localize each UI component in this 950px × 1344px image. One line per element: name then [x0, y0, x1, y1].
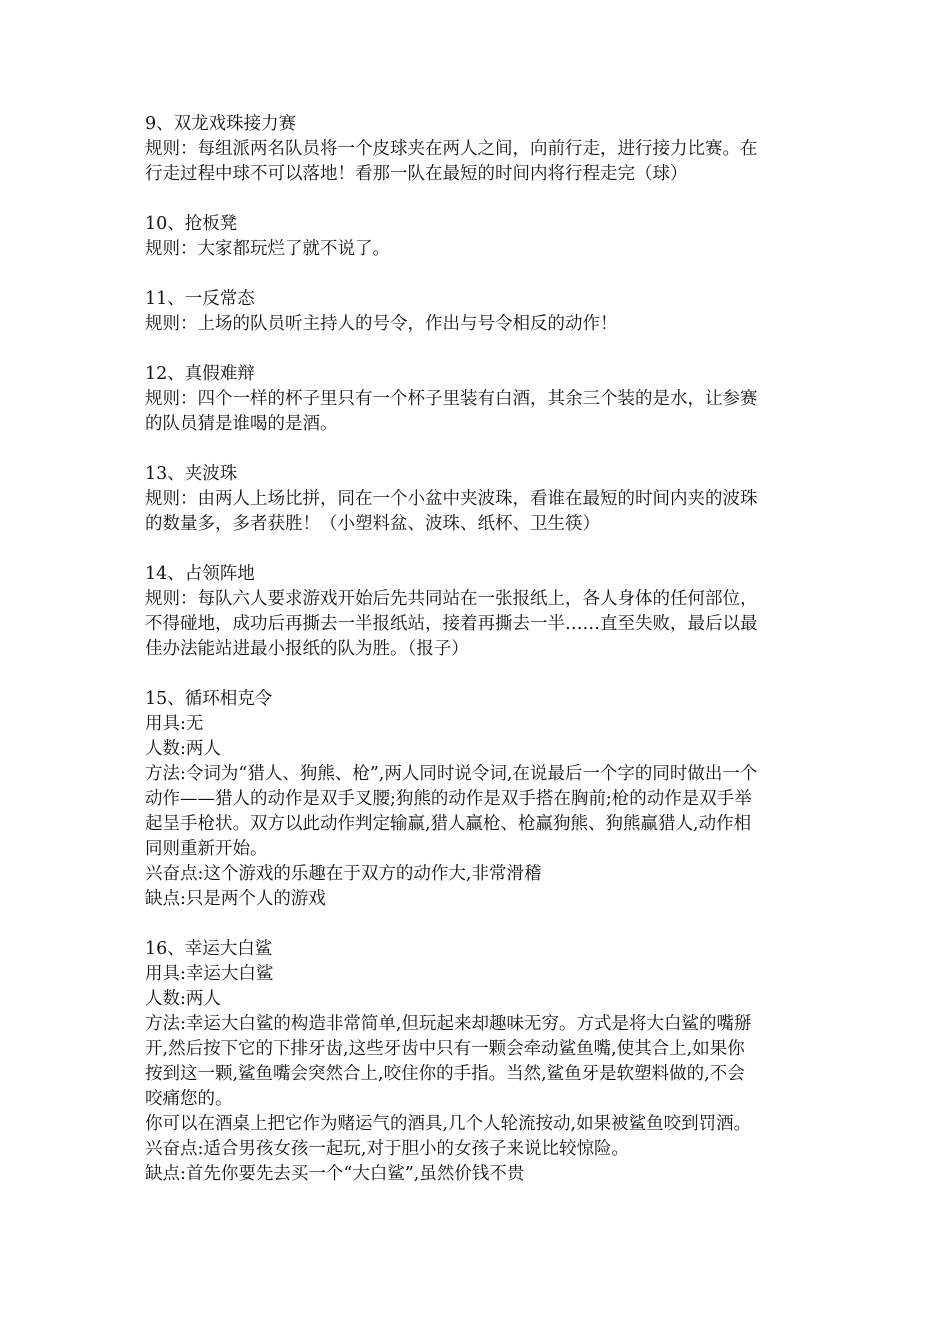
text-line: 佳办法能站进最小报纸的队为胜。（报子） [145, 639, 469, 659]
section-9 [145, 112, 815, 187]
text-line: 方法:幸运大白鲨的构造非常简单,但玩起来却趣味无穷。方式是将大白鲨的嘴掰 [145, 1014, 752, 1034]
text-line: 规则：每组派两名队员将一个皮球夹在两人之间，向前行走，进行接力比赛。在 [145, 139, 758, 159]
section-16 [145, 937, 815, 1187]
text-line: 用具:无 [145, 714, 204, 734]
section-13 [145, 462, 815, 537]
text-line: 行走过程中球不可以落地！看那一队在最短的时间内将行程走完（球） [145, 164, 688, 184]
text-line: 人数:两人 [145, 739, 221, 759]
text-line: 兴奋点:这个游戏的乐趣在于双方的动作大,非常滑稽 [145, 864, 542, 884]
section-10 [145, 212, 815, 262]
text-line: 方法:令词为“猎人、狗熊、枪”,两人同时说令词,在说最后一个字的同时做出一个 [145, 764, 758, 784]
text-line: 规则：四个一样的杯子里只有一个杯子里装有白酒，其余三个装的是水，让参赛 [145, 389, 758, 409]
text-line: 人数:两人 [145, 989, 221, 1009]
text-line: 规则：大家都玩烂了就不说了。 [145, 239, 390, 259]
text-line: 缺点:首先你要先去买一个“大白鲨”,虽然价钱不贵 [145, 1164, 525, 1184]
text-line: 你可以在酒桌上把它作为赌运气的酒具,几个人轮流按动,如果被鲨鱼咬到罚酒。 [145, 1114, 752, 1134]
section-heading: 9、双龙戏珠接力赛 [145, 114, 297, 134]
section-15 [145, 687, 815, 912]
text-line: 规则：由两人上场比拼，同在一个小盆中夹波珠，看谁在最短的时间内夹的波珠 [145, 489, 758, 509]
section-heading: 16、幸运大白鲨 [145, 939, 273, 959]
text-line: 规则：每队六人要求游戏开始后先共同站在一张报纸上，各人身体的任何部位， [145, 589, 758, 609]
text-line: 的队员猜是谁喝的是酒。 [145, 414, 338, 434]
section-12 [145, 362, 815, 437]
section-heading: 14、占领阵地 [145, 564, 255, 584]
section-heading: 12、真假难辩 [145, 364, 255, 384]
section-heading: 11、一反常态 [145, 289, 255, 309]
section-heading: 15、循环相克令 [145, 689, 273, 709]
text-line: 咬痛您的。 [145, 1089, 233, 1109]
text-line: 按到这一颗,鲨鱼嘴会突然合上,咬住你的手指。当然,鲨鱼牙是软塑料做的,不会 [145, 1064, 745, 1084]
text-line: 用具:幸运大白鲨 [145, 964, 274, 984]
text-line: 起呈手枪状。双方以此动作判定输赢,猎人赢枪、枪赢狗熊、狗熊赢猎人,动作相 [145, 814, 752, 834]
text-line: 兴奋点:适合男孩女孩一起玩,对于胆小的女孩子来说比较惊险。 [145, 1139, 629, 1159]
section-14 [145, 562, 815, 662]
section-heading: 10、抢板凳 [145, 214, 238, 234]
text-line: 的数量多，多者获胜！（小塑料盆、波珠、纸杯、卫生筷） [145, 514, 600, 534]
section-heading: 13、夹波珠 [145, 464, 238, 484]
text-line: 同则重新开始。 [145, 839, 268, 859]
text-line: 开,然后按下它的下排牙齿,这些牙齿中只有一颗会牵动鲨鱼嘴,使其合上,如果你 [145, 1039, 745, 1059]
text-line: 规则：上场的队员听主持人的号令，作出与号令相反的动作！ [145, 314, 618, 334]
text-line: 缺点:只是两个人的游戏 [145, 889, 326, 909]
section-11 [145, 287, 815, 337]
text-line: 不得碰地，成功后再撕去一半报纸站，接着再撕去一半……直至失败，最后以最 [145, 614, 758, 634]
document-page [145, 112, 815, 1212]
text-line: 动作——猎人的动作是双手叉腰;狗熊的动作是双手搭在胸前;枪的动作是双手举 [145, 789, 752, 809]
